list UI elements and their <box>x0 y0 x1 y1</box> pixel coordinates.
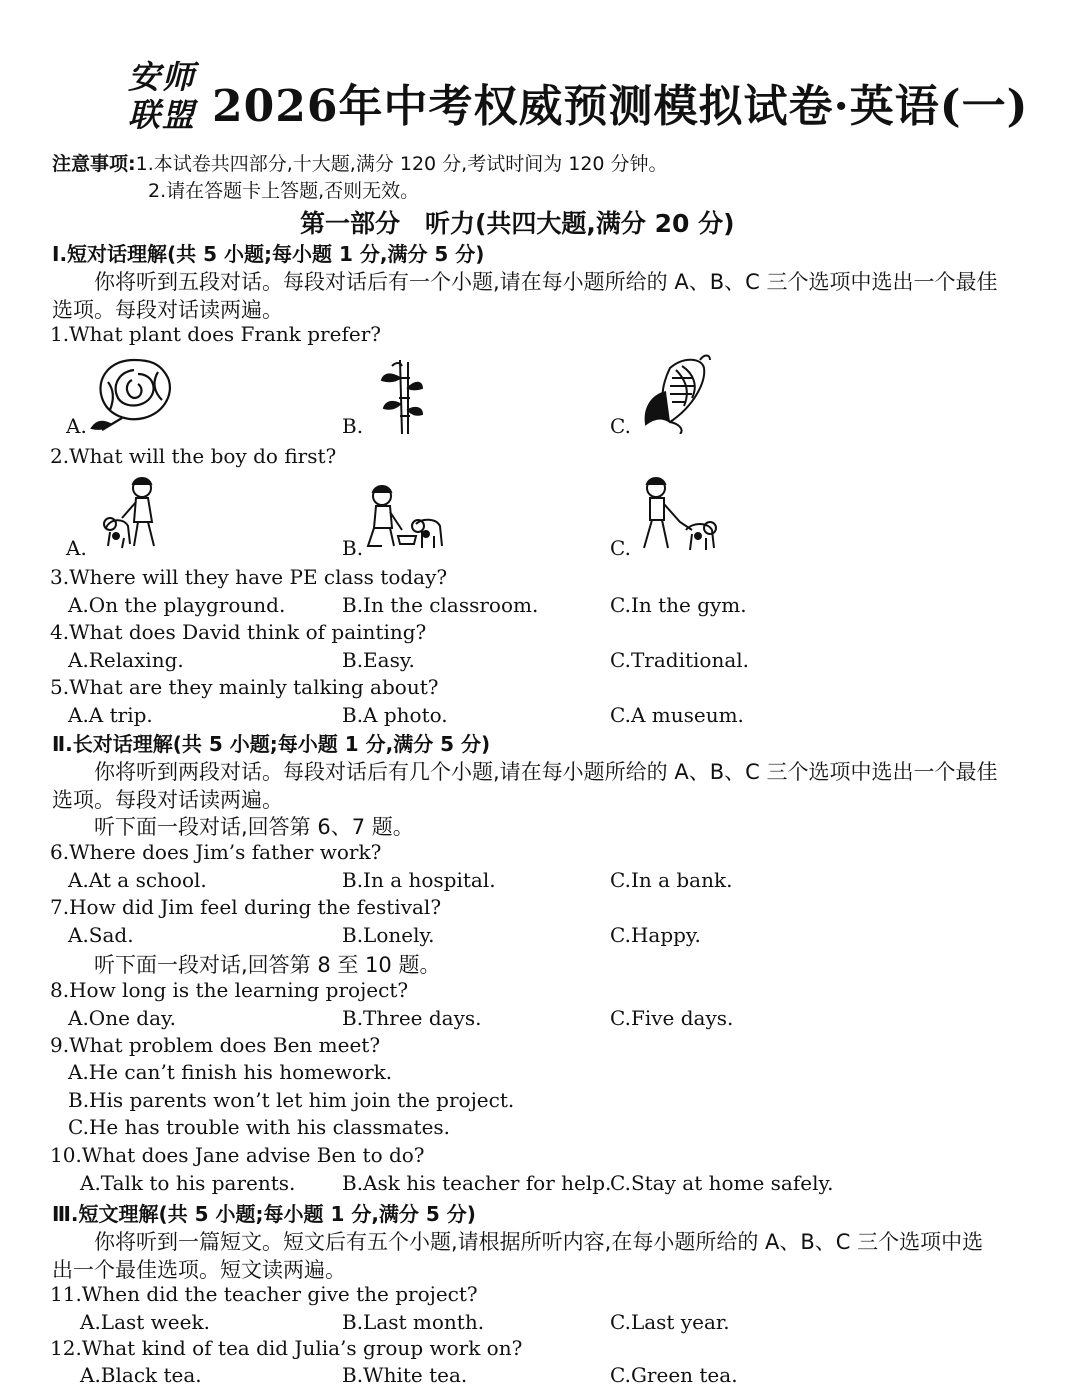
q10-option-b: B.Ask his teacher for help. <box>342 1171 612 1195</box>
q1-option-a: A. <box>66 414 87 438</box>
q11-option-c: C.Last year. <box>610 1310 730 1334</box>
q11-option-b: B.Last month. <box>342 1310 485 1334</box>
q10-option-c: C.Stay at home safely. <box>610 1171 834 1195</box>
boy-petting-dog-icon <box>100 474 170 556</box>
section2-intro-line2: 选项。每段对话读两遍。 <box>52 788 283 812</box>
section3-intro-line1: 你将听到一篇短文。短文后有五个小题,请根据所听内容,在每小题所给的 A、B、C 三个选项中选 <box>94 1230 984 1254</box>
bamboo-icon <box>380 358 424 436</box>
q12-option-b: B.White tea. <box>342 1363 468 1387</box>
notice-item-2: 2.请在答题卡上答题,否则无效。 <box>148 180 420 202</box>
section2-sub1: 听下面一段对话,回答第 6、7 题。 <box>94 815 414 839</box>
section1-title: Ⅰ.短对话理解(共 5 小题;每小题 1 分,满分 5 分) <box>52 242 485 266</box>
q9-option-b: B.His parents won’t let him join the project. <box>68 1088 515 1112</box>
q7-option-c: C.Happy. <box>610 923 701 947</box>
q5-option-a: A.A trip. <box>68 703 153 727</box>
q2-option-c: C. <box>610 536 631 560</box>
q4-option-c: C.Traditional. <box>610 648 750 672</box>
q7-option-b: B.Lonely. <box>342 923 435 947</box>
section3-intro-line2: 出一个最佳选项。短文读两遍。 <box>52 1258 346 1282</box>
question-6: 6.Where does Jim’s father work? <box>50 840 382 864</box>
corn-icon <box>640 352 712 434</box>
exam-title: 2026年中考权威预测模拟试卷·英语(一) <box>212 81 1029 132</box>
logo-line-1: 安师 <box>128 58 197 96</box>
q1-option-c: C. <box>610 414 631 438</box>
q6-option-b: B.In a hospital. <box>342 868 496 892</box>
q7-option-a: A.Sad. <box>68 923 134 947</box>
q9-option-c: C.He has trouble with his classmates. <box>68 1115 451 1139</box>
question-9: 9.What problem does Ben meet? <box>50 1033 381 1057</box>
q8-option-b: B.Three days. <box>342 1006 482 1030</box>
q10-option-a: A.Talk to his parents. <box>80 1171 296 1195</box>
section1-intro-line2: 选项。每段对话读两遍。 <box>52 298 283 322</box>
section2-sub2: 听下面一段对话,回答第 8 至 10 题。 <box>94 953 441 977</box>
q2-option-b: B. <box>342 536 364 560</box>
question-5: 5.What are they mainly talking about? <box>50 675 439 699</box>
q4-option-b: B.Easy. <box>342 648 415 672</box>
section3-title: Ⅲ.短文理解(共 5 小题;每小题 1 分,满分 5 分) <box>52 1202 476 1226</box>
notice-line-1 <box>52 149 668 176</box>
question-11: 11.When did the teacher give the project? <box>50 1282 478 1306</box>
q6-option-c: C.In a bank. <box>610 868 733 892</box>
q4-option-a: A.Relaxing. <box>68 648 184 672</box>
q5-option-c: C.A museum. <box>610 703 744 727</box>
q11-option-a: A.Last week. <box>80 1310 210 1334</box>
section2-title: Ⅱ.长对话理解(共 5 小题;每小题 1 分,满分 5 分) <box>52 732 491 756</box>
question-10: 10.What does Jane advise Ben to do? <box>50 1143 425 1167</box>
section1-intro-line1: 你将听到五段对话。每段对话后有一个小题,请在每小题所给的 A、B、C 三个选项中选出一个最佳 <box>94 270 998 294</box>
part1-title: 第一部分 听力(共四大题,满分 20 分) <box>300 209 735 238</box>
question-7: 7.How did Jim feel during the festival? <box>50 895 442 919</box>
q12-option-c: C.Green tea. <box>610 1363 738 1387</box>
q12-option-a: A.Black tea. <box>80 1363 202 1387</box>
q8-option-a: A.One day. <box>68 1006 176 1030</box>
question-3: 3.Where will they have PE class today? <box>50 565 448 589</box>
logo-line-2: 联盟 <box>128 96 197 134</box>
boy-feeding-dog-icon <box>362 484 448 554</box>
q3-option-c: C.In the gym. <box>610 593 747 617</box>
section2-intro-line1: 你将听到两段对话。每段对话后有几个小题,请在每小题所给的 A、B、C 三个选项中选出一个最佳 <box>94 760 998 784</box>
question-8: 8.How long is the learning project? <box>50 978 409 1002</box>
q2-option-a: A. <box>66 536 87 560</box>
question-12: 12.What kind of tea did Julia’s group work on? <box>50 1336 523 1360</box>
rose-icon <box>88 352 180 434</box>
boy-walking-dog-icon <box>636 474 720 556</box>
notice-item-1: 1.本试卷共四部分,十大题,满分 120 分,考试时间为 120 分钟。 <box>135 153 668 175</box>
q1-option-b: B. <box>342 414 364 438</box>
question-4: 4.What does David think of painting? <box>50 620 427 644</box>
q9-option-a: A.He can’t finish his homework. <box>68 1060 393 1084</box>
q6-option-a: A.At a school. <box>68 868 207 892</box>
q3-option-a: A.On the playground. <box>68 593 286 617</box>
question-2: 2.What will the boy do first? <box>50 444 337 468</box>
q8-option-c: C.Five days. <box>610 1006 734 1030</box>
q5-option-b: B.A photo. <box>342 703 448 727</box>
alliance-logo <box>128 58 206 134</box>
q3-option-b: B.In the classroom. <box>342 593 539 617</box>
notice-label: 注意事项: <box>52 153 136 175</box>
question-1: 1.What plant does Frank prefer? <box>50 322 381 346</box>
